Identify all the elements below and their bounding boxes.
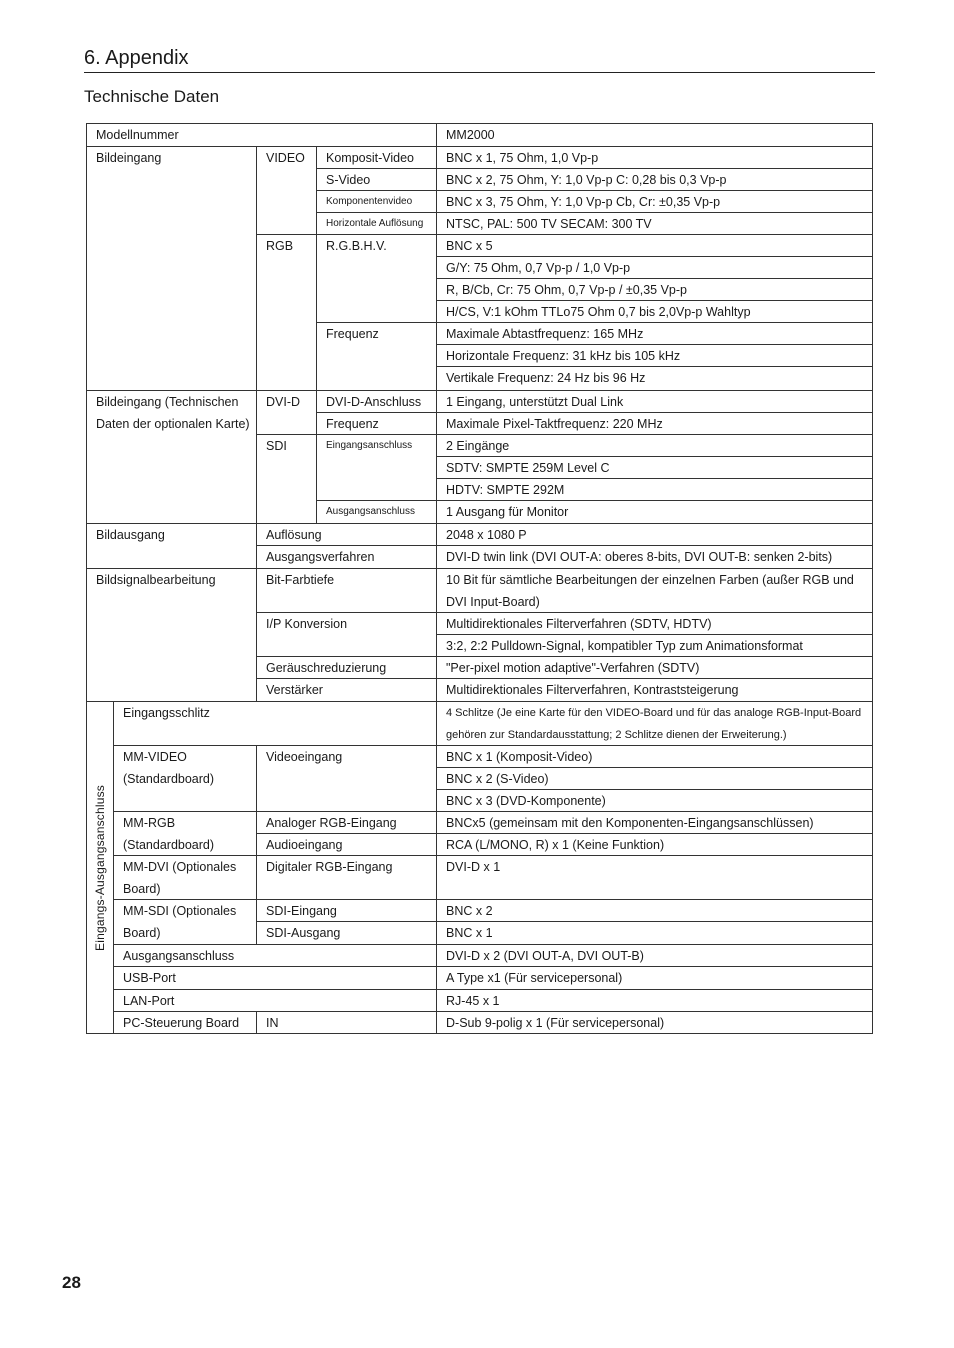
- header-rule: [84, 72, 875, 73]
- table-cell: D-Sub 9-polig x 1 (Für servicepersonal): [436, 1011, 873, 1034]
- table-cell: Maximale Abtastfrequenz: 165 MHz: [436, 322, 873, 344]
- table-cell: Geräuschreduzierung: [256, 656, 436, 678]
- table-cell: Frequenz: [316, 322, 436, 390]
- table-cell: Modellnummer: [86, 123, 436, 146]
- table-cell: VIDEO: [256, 146, 316, 234]
- table-cell: R, B/Cb, Cr: 75 Ohm, 0,7 Vp-p / ±0,35 Vp-p: [436, 278, 873, 300]
- table-cell: "Per-pixel motion adaptive"-Verfahren (SDTV): [436, 656, 873, 678]
- table-cell: Bildeingang: [86, 146, 256, 390]
- table-cell: 1 Ausgang für Monitor: [436, 500, 873, 523]
- table-cell: Auflösung: [256, 523, 436, 545]
- table-cell: BNC x 5: [436, 234, 873, 256]
- table-cell: 4 Schlitze (Je eine Karte für den VIDEO-Board und für das analoge RGB-Input-Board gehören zur Standardausstattung; 2 Schlitze dienen der Erweiterung.): [436, 701, 873, 745]
- table-cell: 2048 x 1080 P: [436, 523, 873, 545]
- table-cell: DVI-D-Anschluss: [316, 390, 436, 412]
- table-cell: Maximale Pixel-Taktfrequenz: 220 MHz: [436, 412, 873, 434]
- table-cell: USB-Port: [113, 966, 436, 989]
- table-cell: Analoger RGB-Eingang: [256, 811, 436, 833]
- table-cell: MM-DVI (Optionales Board): [113, 855, 256, 899]
- table-cell: Vertikale Frequenz: 24 Hz bis 96 Hz: [436, 366, 873, 390]
- table-cell: NTSC, PAL: 500 TV SECAM: 300 TV: [436, 212, 873, 234]
- table-cell: Bildausgang: [86, 523, 256, 568]
- table-cell: 3:2, 2:2 Pulldown-Signal, kompatibler Typ zum Animationsformat: [436, 634, 873, 656]
- table-cell: BNC x 2, 75 Ohm, Y: 1,0 Vp-p C: 0,28 bis 0,3 Vp-p: [436, 168, 873, 190]
- table-cell: Ausgangsanschluss: [113, 944, 436, 966]
- chapter-title: 6. Appendix: [84, 47, 189, 69]
- table-cell: BNC x 2 (S-Video): [436, 767, 873, 789]
- table-cell: RJ-45 x 1: [436, 989, 873, 1011]
- table-cell: Bildeingang (Technischen Daten der optionalen Karte): [86, 390, 256, 523]
- table-cell: BNC x 1: [436, 921, 873, 944]
- table-cell: SDI-Eingang: [256, 899, 436, 921]
- table-cell: 10 Bit für sämtliche Bearbeitungen der einzelnen Farben (außer RGB und DVI Input-Board): [436, 568, 873, 612]
- table-cell: Eingangsschlitz: [113, 701, 436, 745]
- table-cell: Frequenz: [316, 412, 436, 434]
- table-cell: BNC x 2: [436, 899, 873, 921]
- spec-table: [86, 123, 873, 1034]
- table-cell: MM-VIDEO (Standardboard): [113, 745, 256, 811]
- table-cell: BNC x 3, 75 Ohm, Y: 1,0 Vp-p Cb, Cr: ±0,35 Vp-p: [436, 190, 873, 212]
- table-cell: Horizontale Auflösung: [316, 212, 436, 234]
- table-cell: Komposit-Video: [316, 146, 436, 168]
- table-cell: BNC x 3 (DVD-Komponente): [436, 789, 873, 811]
- table-cell: DVI-D: [256, 390, 316, 434]
- table-cell: LAN-Port: [113, 989, 436, 1011]
- rotated-label-text: Eingangs-Ausgangsanschluss: [93, 785, 107, 951]
- table-cell: MM-SDI (Optionales Board): [113, 899, 256, 944]
- table-cell: Audioeingang: [256, 833, 436, 855]
- table-cell: MM-RGB (Standardboard): [113, 811, 256, 855]
- table-cell: Ausgangsverfahren: [256, 545, 436, 568]
- table-cell: SDI-Ausgang: [256, 921, 436, 944]
- table-cell: Eingangsanschluss: [316, 434, 436, 500]
- table-cell: DVI-D x 2 (DVI OUT-A, DVI OUT-B): [436, 944, 873, 966]
- table-cell: 1 Eingang, unterstützt Dual Link: [436, 390, 873, 412]
- table-cell: PC-Steuerung Board: [113, 1011, 256, 1034]
- table-cell: Multidirektionales Filterverfahren (SDTV, HDTV): [436, 612, 873, 634]
- table-cell: SDI: [256, 434, 316, 523]
- table-cell: G/Y: 75 Ohm, 0,7 Vp-p / 1,0 Vp-p: [436, 256, 873, 278]
- table-cell: 2 Eingänge: [436, 434, 873, 456]
- table-cell: Bildsignalbearbeitung: [86, 568, 256, 701]
- table-cell: DVI-D x 1: [436, 855, 873, 899]
- table-cell: Verstärker: [256, 678, 436, 701]
- table-cell: Komponentenvideo: [316, 190, 436, 212]
- table-cell: BNC x 1, 75 Ohm, 1,0 Vp-p: [436, 146, 873, 168]
- table-cell: Horizontale Frequenz: 31 kHz bis 105 kHz: [436, 344, 873, 366]
- rotated-section-label: [86, 701, 113, 1034]
- table-cell: SDTV: SMPTE 259M Level C: [436, 456, 873, 478]
- table-cell: MM2000: [436, 123, 873, 146]
- table-cell: BNCx5 (gemeinsam mit den Komponenten-Eingangsanschlüssen): [436, 811, 873, 833]
- table-cell: RGB: [256, 234, 316, 390]
- table-cell: HDTV: SMPTE 292M: [436, 478, 873, 500]
- table-cell: S-Video: [316, 168, 436, 190]
- page-number: 28: [62, 1273, 81, 1292]
- table-cell: Bit-Farbtiefe: [256, 568, 436, 612]
- table-cell: H/CS, V:1 kOhm TTLo75 Ohm 0,7 bis 2,0Vp-p Wahltyp: [436, 300, 873, 322]
- table-cell: A Type x1 (Für servicepersonal): [436, 966, 873, 989]
- table-cell: Multidirektionales Filterverfahren, Kontraststeigerung: [436, 678, 873, 701]
- table-cell: Videoeingang: [256, 745, 436, 811]
- section-heading: Technische Daten: [84, 87, 220, 106]
- table-cell: Ausgangsanschluss: [316, 500, 436, 523]
- table-cell: DVI-D twin link (DVI OUT-A: oberes 8-bits, DVI OUT-B: senken 2-bits): [436, 545, 873, 568]
- table-cell: IN: [256, 1011, 436, 1034]
- table-cell: I/P Konversion: [256, 612, 436, 656]
- table-cell: RCA (L/MONO, R) x 1 (Keine Funktion): [436, 833, 873, 855]
- table-cell: Digitaler RGB-Eingang: [256, 855, 436, 899]
- table-cell: BNC x 1 (Komposit-Video): [436, 745, 873, 767]
- table-cell: R.G.B.H.V.: [316, 234, 436, 322]
